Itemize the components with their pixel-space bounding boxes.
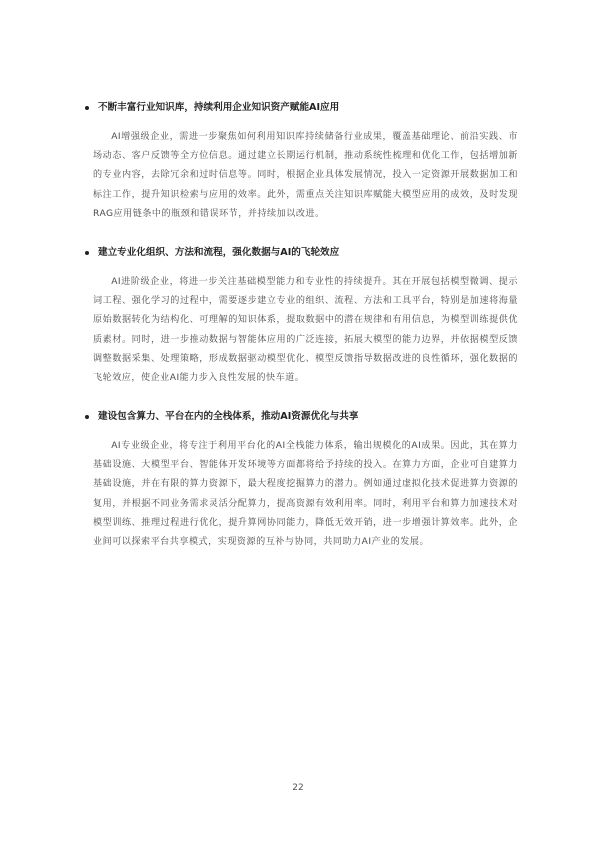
section-paragraph: AI专业级企业，将专注于利用平台化的AI全栈能力体系，输出规模化的AI成果。因此，其在算力基础设施、大模型平台、智能体开发环境等方面都将给予持续的投入。在算力方面，企业可自建算力基础设施，并在有限的算力资源下，最大程度挖掘算力的潜力。例如通过虚拟化技术促进算力资源的复用，并根据不同业务需求灵活分配算力，提高资源有效利用率。同时，利用平台和算力加速技术对模型训练、推理过程进行优化，提升算网协同能力，降低无效开销，进一步增强计算效率。此外，企业间可以探索平台共享模式，实现资源的互补与协同，共同助力AI产业的发展。 xyxy=(93,441,518,548)
section-paragraph: AI增强级企业，需进一步聚焦如何利用知识库持续储备行业成果，覆盖基础理论、前沿实践、市场动态、客户反馈等全方位信息。通过建立长期运行机制，推动系统性梳理和优化工作，包括增加新的专业内容，去除冗余和过时信息等。同时，根据企业具体发展情况，投入一定资源开展数据加工和标注工作，提升知识检索与应用的效率。此外，需重点关注知识库赋能大模型应用的成效，及时发现RAG应用链条中的瓶颈和错误环节，并持续加以改进。 xyxy=(93,132,518,219)
section-heading xyxy=(82,101,518,114)
section-heading xyxy=(82,246,518,259)
section-data-flywheel xyxy=(82,246,518,388)
section-heading-text: 不断丰富行业知识库，持续利用企业知识资产赋能AI应用 xyxy=(98,102,340,113)
section-heading-text: 建设包含算力、平台在内的全栈体系，推动AI资源优化与共享 xyxy=(98,411,359,422)
section-paragraph: AI进阶级企业，将进一步关注基础模型能力和专业性的持续提升。其在开展包括模型微调、提示词工程、强化学习的过程中，需要逐步建立专业的组织、流程、方法和工具平台，特别是加速将海量原始数据转化为结构化、可理解的知识体系，提取数据中的潜在规律和有用信息，为模型训练提供优质素材。同时，进一步推动数据与智能体应用的广泛连接，拓展大模型的能力边界，并依据模型反馈调整数据采集、处理策略，形成数据驱动模型优化、模型反馈指导数据改进的良性循环，强化数据的飞轮效应，使企业AI能力步入良性发展的快车道。 xyxy=(93,277,518,384)
section-full-stack xyxy=(82,410,518,552)
page-number: 22 xyxy=(292,783,304,793)
bullet-icon xyxy=(85,251,89,255)
section-knowledge-base xyxy=(82,101,518,224)
bullet-icon xyxy=(85,415,89,419)
section-heading xyxy=(82,410,518,423)
bullet-icon xyxy=(85,106,89,110)
section-heading-text: 建立专业化组织、方法和流程，强化数据与AI的飞轮效应 xyxy=(98,247,340,258)
